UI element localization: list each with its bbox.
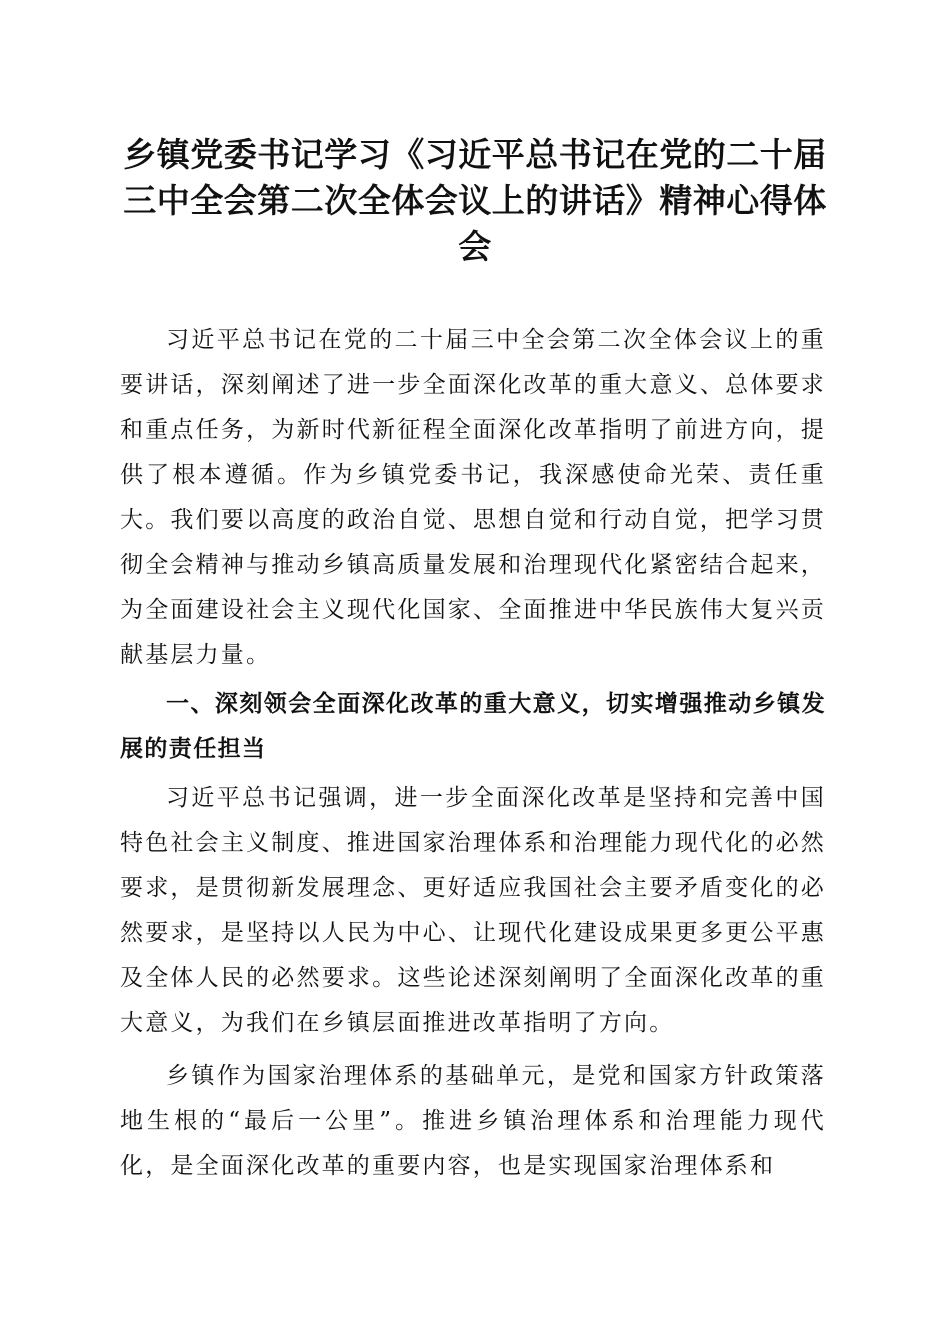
document-title: 乡镇党委书记学习《习近平总书记在党的二十届三中全会第二次全体会议上的讲话》精神心得体会 xyxy=(123,135,827,266)
document-body xyxy=(120,318,826,1189)
section-heading-1: 一、深刻领会全面深化改革的重大意义，切实增强推动乡镇发展的责任担当 xyxy=(120,691,826,762)
intro-paragraph: 习近平总书记在党的二十届三中全会第二次全体会议上的重要讲话，深刻阐述了进一步全面深化改革的重大意义、总体要求和重点任务，为新时代新征程全面深化改革指明了前进方向，提供了根本遵循。作为乡镇党委书记，我深感使命光荣、责任重大。我们要以高度的政治自觉、思想自觉和行动自觉，把学习贯彻全会精神与推动乡镇高质量发展和治理现代化紧密结合起来，为全面建设社会主义现代化国家、全面推进中华民族伟大复兴贡献基层力量。 xyxy=(120,327,826,668)
body-paragraph: 习近平总书记强调，进一步全面深化改革是坚持和完善中国特色社会主义制度、推进国家治理体系和治理能力现代化的必然要求，是贯彻新发展理念、更好适应我国社会主要矛盾变化的必然要求，是坚持以人民为中心、让现代化建设成果更多更公平惠及全体人民的必然要求。这些论述深刻阐明了全面深化改革的重大意义，为我们在乡镇层面推进改革指明了方向。 xyxy=(120,785,826,1036)
body-paragraph: 乡镇作为国家治理体系的基础单元，是党和国家方针政策落地生根的“最后一公里”。推进乡镇治理体系和治理能力现代化，是全面深化改革的重要内容，也是实现国家治理体系和 xyxy=(120,1063,826,1179)
